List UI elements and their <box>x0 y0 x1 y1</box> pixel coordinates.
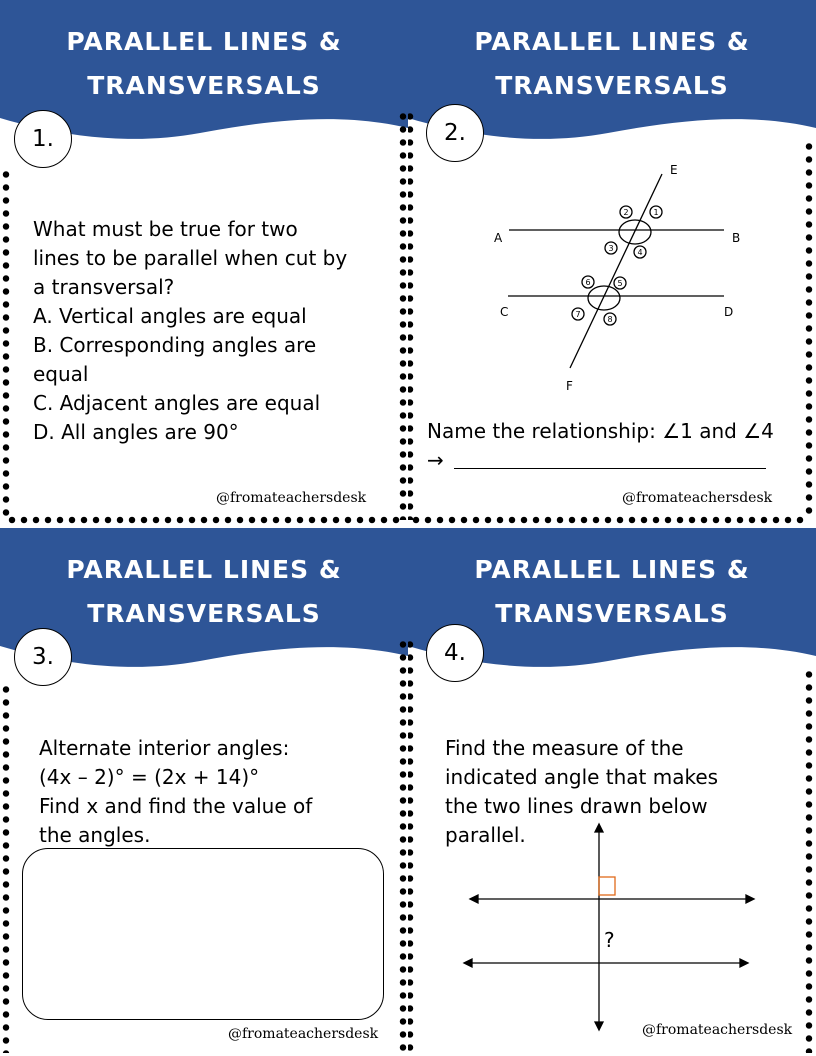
card-number: 1. <box>14 110 72 168</box>
dotted-border-right <box>399 110 407 520</box>
label-B: B <box>732 231 741 245</box>
dotted-border-right <box>399 638 407 1053</box>
dotted-border-bottom <box>6 516 402 524</box>
parallel-lines-diagram <box>408 150 816 410</box>
card-number: 3. <box>14 628 72 686</box>
question-text: Find the measure of the indicated angle that makes the two lines drawn below parallel. <box>445 736 719 847</box>
credit-text: @fromateachersdesk <box>228 1026 379 1042</box>
credit-text: @fromateachersdesk <box>642 1022 793 1038</box>
dotted-border-left <box>2 683 10 1053</box>
task-card-2 <box>408 0 816 528</box>
question-text: Name the relationship: ∠1 and ∠4 → <box>427 419 774 472</box>
angle-label-7: 7 <box>575 310 581 319</box>
dotted-border-bottom <box>410 516 806 524</box>
angle-label-6: 6 <box>585 278 591 287</box>
task-card-3 <box>0 528 408 1056</box>
arrow-icon: → <box>427 448 444 472</box>
answer-blank-line[interactable] <box>454 468 766 469</box>
card-title: PARALLEL LINES & TRANSVERSALS <box>66 27 342 100</box>
answer-box[interactable] <box>22 848 384 1020</box>
angle-label-4: 4 <box>637 248 643 257</box>
unknown-angle-mark: ? <box>604 928 615 952</box>
question-text: Alternate interior angles: (4x – 2)° = (2x + 14)° Find x and find the value of the angles. <box>39 736 313 847</box>
card-title: PARALLEL LINES & TRANSVERSALS <box>474 555 750 628</box>
card-number: 4. <box>426 624 484 682</box>
task-card-1 <box>0 0 408 528</box>
task-card-4 <box>408 528 816 1056</box>
angle-label-3: 3 <box>608 244 614 253</box>
card-number: 2. <box>426 104 484 162</box>
angle-label-2: 2 <box>623 208 629 217</box>
lines-diagram <box>408 818 816 1038</box>
label-E: E <box>670 163 678 177</box>
question-text: What must be true for two lines to be parallel when cut by a transversal? A. Vertical angles are equal B. Corresponding angles are equal C. Adjacent angles are equal D. All angles are 90° <box>33 217 348 444</box>
dotted-border-left <box>2 168 10 518</box>
card-title: PARALLEL LINES & TRANSVERSALS <box>474 27 750 100</box>
credit-text: @fromateachersdesk <box>216 490 367 506</box>
angle-label-8: 8 <box>607 315 613 324</box>
label-A: A <box>494 231 503 245</box>
label-F: F <box>566 379 573 393</box>
label-D: D <box>724 305 734 319</box>
indicated-angle-box <box>599 877 615 895</box>
card-title: PARALLEL LINES & TRANSVERSALS <box>66 555 342 628</box>
label-C: C <box>500 305 509 319</box>
angle-label-1: 1 <box>653 208 659 217</box>
credit-text: @fromateachersdesk <box>622 490 773 506</box>
angle-label-5: 5 <box>617 279 623 288</box>
